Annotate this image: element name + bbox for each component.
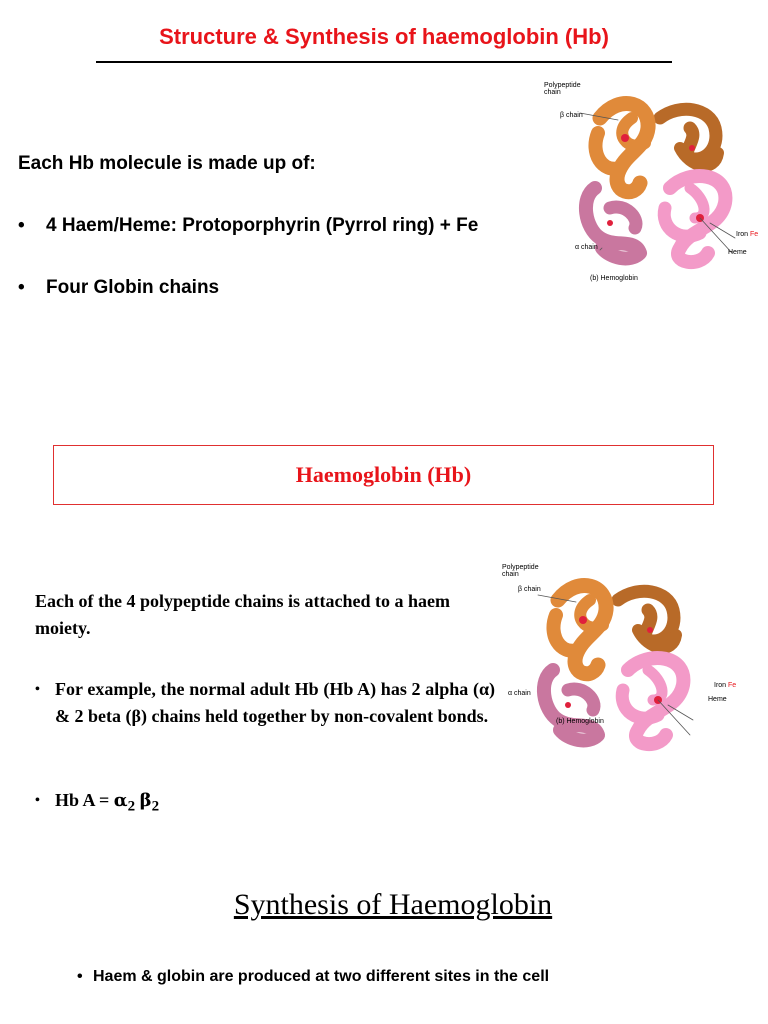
bullet-text: For example, the normal adult Hb (Hb A) has 2 alpha (α) & 2 beta (β) chains held together by non-covalent bonds.	[55, 679, 495, 726]
slide2-lead: Each of the 4 polypeptide chains is attached to a haem moiety.	[35, 591, 451, 638]
slide3-bullet	[77, 968, 549, 986]
hb-box-title: Haemoglobin (Hb)	[295, 462, 472, 487]
diagram-label-polypeptide: Polypeptide chain	[502, 564, 539, 578]
bullet-glyph: •	[35, 793, 40, 808]
bullet-glyph: •	[18, 277, 25, 298]
diagram-caption: (b) Hemoglobin	[590, 275, 638, 282]
hb-title-box	[53, 445, 714, 505]
slide2-bullet	[35, 676, 495, 730]
slide3-title: Synthesis of Haemoglobin	[233, 888, 553, 921]
slide1-bullet	[18, 215, 478, 237]
hemoglobin-diagram	[498, 560, 737, 770]
diagram-label-alpha: α chain	[508, 690, 531, 697]
diagram-label-heme: Heme	[708, 696, 727, 703]
diagram-caption: (b) Hemoglobin	[556, 718, 604, 725]
hemoglobin-diagram	[540, 78, 759, 288]
slide1-title: Structure & Synthesis of haemoglobin (Hb)	[159, 24, 609, 49]
bullet-text: Haem & globin are produced at two different sites in the cell	[93, 968, 550, 985]
hemoglobin-structure-illustration	[540, 78, 740, 288]
bullet-text: Four Globin chains	[46, 277, 220, 298]
title-underline-rule	[96, 61, 672, 63]
diagram-label-heme: Heme	[728, 249, 747, 256]
hba-formula: Hb $A = \alpha_2$ $\beta_2$	[55, 790, 160, 815]
slide1-lead: Each Hb molecule is made up of:	[18, 153, 316, 174]
bullet-glyph: •	[35, 682, 40, 697]
diagram-label-beta: β chain	[560, 112, 583, 119]
bullet-glyph: •	[77, 968, 83, 985]
bullet-text: 4 Haem/Heme: Protoporphyrin (Pyrrol ring) + Fe	[46, 215, 479, 236]
slide1-bullet	[18, 277, 219, 299]
diagram-label-iron: Iron Fe	[736, 231, 759, 238]
bullet-glyph: •	[18, 215, 25, 236]
diagram-label-iron: Iron Fe	[714, 682, 737, 689]
diagram-label-polypeptide: Polypeptide chain	[544, 82, 581, 96]
diagram-label-alpha: α chain	[575, 244, 598, 251]
slide2-bullet	[35, 787, 495, 821]
diagram-label-beta: β chain	[518, 586, 541, 593]
